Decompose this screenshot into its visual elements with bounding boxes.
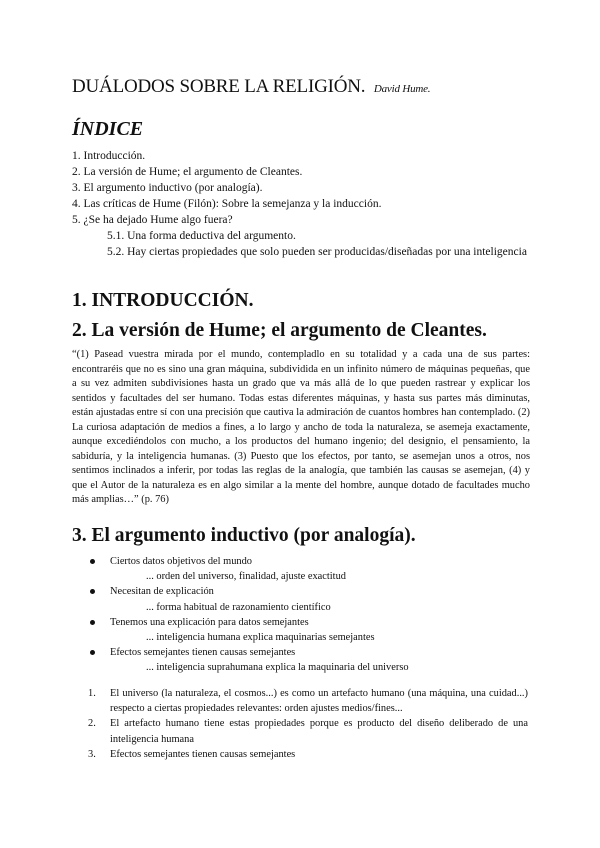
bullet-text: Efectos semejantes tienen causas semejantes bbox=[110, 647, 296, 659]
bullet-icon bbox=[90, 559, 95, 564]
document-title bbox=[72, 76, 430, 98]
author-name: David Hume. bbox=[373, 83, 431, 95]
numbered-item bbox=[88, 747, 528, 762]
bullet-detail: ... orden del universo, finalidad, ajuste exactitud bbox=[146, 571, 346, 583]
toc-item[interactable]: 3. El argumento inductivo (por analogía). bbox=[72, 182, 263, 194]
bullet-icon bbox=[90, 589, 95, 594]
index-heading: ÍNDICE bbox=[72, 118, 144, 140]
title-text: DUÁLODOS SOBRE LA RELIGIÓN. bbox=[72, 76, 366, 97]
bullet-text: Necesitan de explicación bbox=[110, 586, 214, 598]
item-text: Efectos semejantes tienen causas semejantes bbox=[110, 748, 296, 760]
section-heading-version: 2. La versión de Hume; el argumento de Cleantes. bbox=[72, 320, 487, 341]
toc-subitem[interactable]: 5.1. Una forma deductiva del argumento. bbox=[107, 230, 296, 242]
section-heading-inductive: 3. El argumento inductivo (por analogía). bbox=[72, 525, 416, 546]
bullet-item bbox=[88, 554, 528, 569]
bullet-text: Tenemos una explicación para datos semejantes bbox=[110, 616, 309, 628]
bullet-list bbox=[88, 554, 528, 676]
bullet-detail: ... inteligencia humana explica maquinarias semejantes bbox=[146, 632, 375, 644]
bullet-icon bbox=[90, 650, 95, 655]
toc-item[interactable]: 1. Introducción. bbox=[72, 150, 146, 162]
item-number: 3. bbox=[88, 748, 96, 760]
toc-item[interactable]: 2. La versión de Hume; el argumento de Cleantes. bbox=[72, 166, 303, 178]
toc-subitem[interactable]: 5.2. Hay ciertas propiedades que solo pueden ser producidas/diseñadas por una inteligencia bbox=[107, 246, 527, 258]
item-number: 2. bbox=[88, 718, 96, 730]
numbered-item bbox=[88, 686, 528, 716]
bullet-icon bbox=[90, 620, 95, 625]
table-of-contents bbox=[72, 148, 532, 260]
toc-item[interactable]: 5. ¿Se ha dejado Hume algo fuera? bbox=[72, 214, 233, 226]
item-number: 1. bbox=[88, 688, 96, 699]
bullet-text: Ciertos datos objetivos del mundo bbox=[110, 556, 252, 567]
quote-paragraph: “(1) Pasead vuestra mirada por el mundo, contempladlo en su totalidad y a cada una de sus partes: encontraréis que no es sino una gran máquina, subdividida en un infinito número de máquinas pequeñas, que a su vez admiten subdivisiones hasta un grado que va más allá de lo que pueden rastrear y explicar los sentidos y facultades del ser humano. Todas estas diferentes máquinas, y hasta sus partes más diminutas, están ajustadas entre sí con una precisión que cautiva la admiración de cuantos hombres han contemplado. (2) La curiosa adaptación de medios a fines, a lo largo y ancho de toda la naturaleza, se asemeja exactamente, aunque excediéndolos con mucho, a los productos del humano ingenio; del designio, el pensamiento, la sabiduría, y la inteligencia humanas. (3) Puesto que los efectos, por tanto, se asemejan unos a otros, nos sentimos inclinados a inferir, por todas las reglas de la analogía, que también las causas se asemejan, (4) y que el Autor de la naturaleza es en algo similar a la mente del hombre, aunque dotado de facultades mucho más amplias…” (p. 76) bbox=[72, 349, 530, 505]
numbered-item bbox=[88, 716, 528, 746]
bullet-item bbox=[88, 584, 528, 599]
bullet-detail: ... inteligencia suprahumana explica la maquinaria del universo bbox=[146, 662, 409, 674]
item-text: El universo (la naturaleza, el cosmos...) es como un artefacto humano (una máquina, una cuidad...) respecto a ciertas propiedades relevantes: orden ajustes medios/fines... bbox=[110, 688, 528, 715]
bullet-detail: ... forma habitual de razonamiento científico bbox=[146, 601, 331, 613]
bullet-item bbox=[88, 615, 528, 630]
item-text: El artefacto humano tiene estas propiedades porque es producto del diseño deliberado de una inteligencia humana bbox=[110, 718, 528, 745]
numbered-list bbox=[88, 686, 528, 762]
bullet-item bbox=[88, 645, 528, 660]
toc-item[interactable]: 4. Las críticas de Hume (Filón): Sobre la semejanza y la inducción. bbox=[72, 198, 382, 210]
section-heading-introduction: 1. INTRODUCCIÓN. bbox=[72, 290, 254, 311]
